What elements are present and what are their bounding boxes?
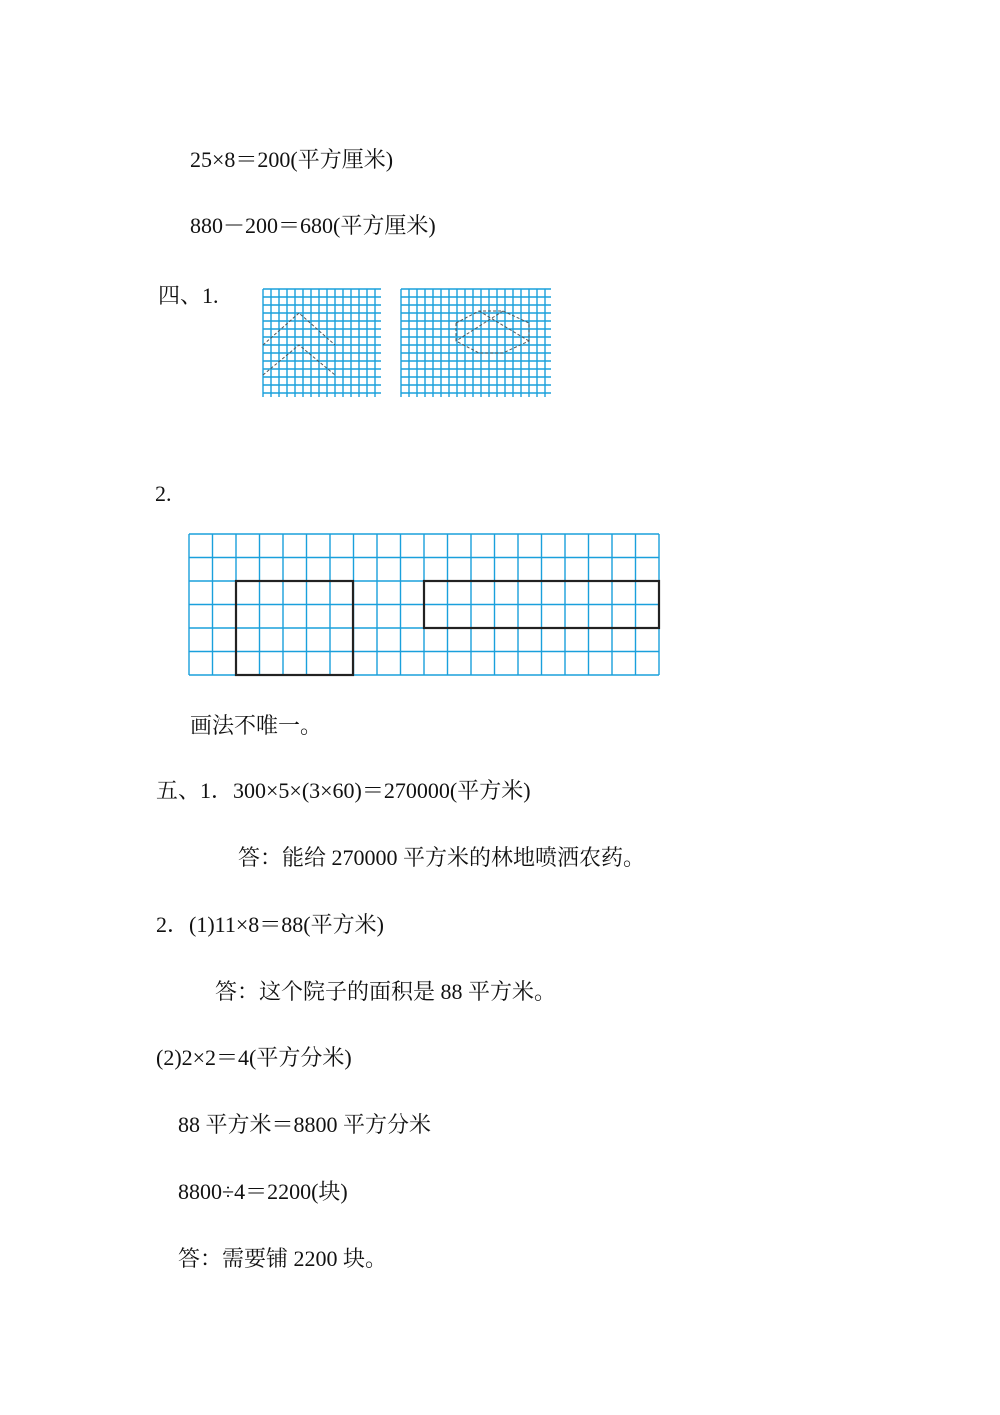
question-4-1-label: 四、1.	[158, 283, 219, 308]
grid-rectangles	[189, 534, 661, 676]
question-5-2b-answer: 答：需要铺 2200 块。	[178, 1246, 388, 1271]
question-5-2b-calc-1: (2)2×2＝4(平方分米)	[156, 1045, 352, 1070]
grid-figure-1	[263, 289, 383, 399]
question-5-1-calc: 五、1．300×5×(3×60)＝270000(平方米)	[156, 778, 531, 803]
question-5-2-calc: 2．(1)11×8＝88(平方米)	[156, 912, 384, 937]
question-5-2b-calc-2: 88 平方米＝8800 平方分米	[178, 1112, 432, 1137]
calc-line-1: 25×8＝200(平方厘米)	[190, 147, 394, 172]
question-5-1-answer: 答：能给 270000 平方米的林地喷洒农药。	[238, 845, 646, 870]
grid-figure-2	[401, 289, 553, 399]
calc-line-2: 880－200＝680(平方厘米)	[190, 213, 436, 238]
drawing-note: 画法不唯一。	[190, 713, 323, 738]
question-5-2b-calc-3: 8800÷4＝2200(块)	[178, 1179, 348, 1204]
question-4-2-label: 2.	[155, 481, 172, 506]
question-5-2-answer: 答：这个院子的面积是 88 平方米。	[215, 979, 557, 1004]
